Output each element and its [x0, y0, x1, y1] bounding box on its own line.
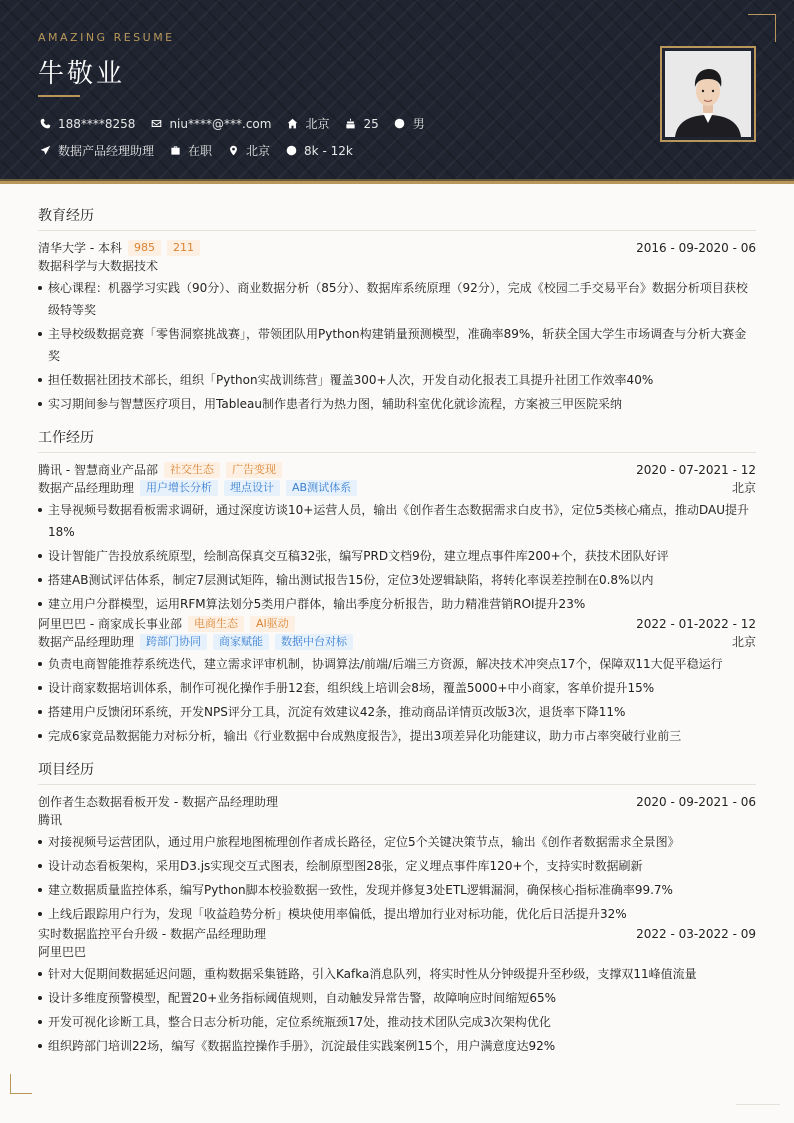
- list-item: 对接视频号运营团队，通过用户旅程地图梳理创作者成长路径，定位5个关键决策节点，输出《创作者数据需求全景图》: [38, 831, 756, 853]
- education-title: 教育经历: [38, 205, 756, 231]
- school-tag: 211: [167, 240, 200, 256]
- salary-text: 8k - 12k: [304, 143, 353, 158]
- gender-item: [393, 115, 425, 132]
- list-item: 设计智能广告投放系统原型，绘制高保真交互稿32张，编写PRD文档9份，建立埋点事件库200+个，获技术团队好评: [38, 545, 756, 567]
- project-org: 腾讯: [38, 813, 63, 827]
- list-item: 实习期间参与智慧医疗项目，用Tableau制作患者行为热力图，辅助科室优化就诊流程，方案被三甲医院采纳: [38, 393, 756, 415]
- skill-tag: 商家赋能: [213, 634, 269, 650]
- list-item: 负责电商智能推荐系统迭代，建立需求评审机制，协调算法/前端/后端三方资源，解决技术冲突点17个，保障双11大促平稳运行: [38, 653, 756, 675]
- project-entry: [38, 925, 756, 1057]
- project-name: 创作者生态数据看板开发 - 数据产品经理助理: [38, 795, 278, 809]
- contact-row: [38, 115, 439, 132]
- corner-decoration: [10, 1074, 32, 1094]
- education-bullets: [38, 277, 756, 415]
- work-entry: [38, 461, 756, 615]
- work-company-row: [38, 461, 756, 479]
- list-item: 开发可视化诊断工具，整合日志分析功能，定位系统瓶颈17处，推动技术团队完成3次架构优化: [38, 1011, 756, 1033]
- work-city: 北京: [731, 481, 756, 495]
- list-item: 建立数据质量监控体系，编写Python脚本校验数据一致性，发现并修复3处ETL逻辑漏洞，确保核心指标准确率99.7%: [38, 879, 756, 901]
- role-name: 数据产品经理助理: [38, 635, 135, 649]
- home-icon: [285, 117, 299, 131]
- project-entry: [38, 793, 756, 925]
- money-icon: [284, 144, 298, 158]
- portrait-image: [665, 51, 751, 137]
- skill-tag: 用户增长分析: [140, 480, 218, 496]
- list-item: 建立用户分群模型，运用RFM算法划分5类用户群体，输出季度分析报告，助力精准营销ROI提升23%: [38, 593, 756, 615]
- list-item: 核心课程：机器学习实践（90分）、商业数据分析（85分）、数据库系统原理（92分），完成《校园二手交易平台》数据分析项目获校级特等奖: [38, 277, 756, 321]
- company-tag: 社交生态: [164, 462, 220, 478]
- work-date: 2022 - 01-2022 - 12: [636, 617, 756, 631]
- work-role-row: [38, 479, 756, 497]
- phone-text: 188****8258: [58, 116, 136, 131]
- list-item: 担任数据社团技术部长，组织「Python实战训练营」覆盖300+人次，开发自动化报表工具提升社团工作效率40%: [38, 369, 756, 391]
- job-intent-row: [38, 142, 367, 159]
- resume-body: [38, 205, 756, 1069]
- status-item: [168, 142, 212, 159]
- work-title: 工作经历: [38, 427, 756, 453]
- resume-header: [0, 0, 794, 184]
- age-text: 25: [363, 116, 379, 131]
- work-section: [38, 427, 756, 747]
- project-name: 实时数据监控平台升级 - 数据产品经理助理: [38, 927, 266, 941]
- briefcase-icon: [168, 144, 182, 158]
- brand-label: AMAZING RESUME: [38, 31, 175, 44]
- school-tag: 985: [128, 240, 161, 256]
- company-tag: AI驱动: [250, 616, 295, 632]
- skill-tag: 跨部门协同: [140, 634, 207, 650]
- mail-icon: [149, 117, 163, 131]
- company-name: 腾讯 - 智慧商业产品部: [38, 463, 158, 477]
- email-text: niu****@***.com: [169, 116, 272, 131]
- project-bullets: [38, 963, 756, 1057]
- school-name: 清华大学 - 本科: [38, 241, 122, 255]
- target-role-item: [38, 142, 154, 159]
- age-item: [343, 117, 378, 131]
- phone-item: [38, 117, 135, 131]
- role-name: 数据产品经理助理: [38, 481, 135, 495]
- list-item: 主导视频号数据看板需求调研，通过深度访谈10+运营人员，输出《创作者生态数据需求白皮书》，定位5类核心痛点，推动DAU提升18%: [38, 499, 756, 543]
- cake-icon: [343, 117, 357, 131]
- list-item: 完成6家竞品数据能力对标分析，输出《行业数据中台成熟度报告》，提出3项差异化功能建议，助力市占率突破行业前三: [38, 725, 756, 747]
- list-item: 搭建AB测试评估体系，制定7层测试矩阵，输出测试报告15份，定位3处逻辑缺陷，将转化率误差控制在0.8%以内: [38, 569, 756, 591]
- target-city-item: [226, 142, 270, 159]
- project-date: 2020 - 09-2021 - 06: [636, 795, 756, 809]
- gender-icon: [393, 117, 407, 131]
- major-text: 数据科学与大数据技术: [38, 259, 159, 273]
- company-name: 阿里巴巴 - 商家成长事业部: [38, 617, 182, 631]
- home-city-text: 北京: [305, 117, 330, 131]
- phone-icon: [38, 117, 52, 131]
- work-company-row: [38, 615, 756, 633]
- work-city: 北京: [731, 635, 756, 649]
- list-item: 设计多维度预警模型，配置20+业务指标阈值规则，自动触发异常告警，故障响应时间缩短65%: [38, 987, 756, 1009]
- profile-photo-frame: [660, 46, 756, 142]
- work-bullets: [38, 653, 756, 747]
- company-tag: 广告变现: [226, 462, 282, 478]
- salary-item: [284, 144, 353, 158]
- education-section: [38, 205, 756, 415]
- name-underline: [38, 95, 80, 97]
- gender-text: 男: [412, 117, 425, 131]
- education-date: 2016 - 09-2020 - 06: [636, 241, 756, 255]
- location-icon: [226, 144, 240, 158]
- work-entry: [38, 615, 756, 747]
- project-date: 2022 - 03-2022 - 09: [636, 927, 756, 941]
- email-item: [149, 117, 271, 131]
- skill-tag: 数据中台对标: [275, 634, 353, 650]
- profile-photo: [665, 51, 751, 137]
- status-text: 在职: [188, 144, 213, 158]
- list-item: 设计动态看板架构，采用D3.js实现交互式图表，绘制原型图28张，定义埋点事件库120+个，支持实时数据刷新: [38, 855, 756, 877]
- candidate-name: 牛敬业: [38, 59, 126, 89]
- projects-title: 项目经历: [38, 759, 756, 785]
- list-item: 主导校级数据竞赛「零售洞察挑战赛」，带领团队用Python构建销量预测模型，准确率89%，斩获全国大学生市场调查与分析大赛金奖: [38, 323, 756, 367]
- home-city-item: [285, 115, 329, 132]
- work-bullets: [38, 499, 756, 615]
- footer-divider: [736, 1104, 780, 1105]
- project-bullets: [38, 831, 756, 925]
- list-item: 搭建用户反馈闭环系统，开发NPS评分工具，沉淀有效建议42条，推动商品详情页改版3次，退货率下降11%: [38, 701, 756, 723]
- target-role-text: 数据产品经理助理: [58, 144, 155, 158]
- list-item: 针对大促期间数据延迟问题，重构数据采集链路，引入Kafka消息队列，将实时性从分钟级提升至秒级，支撑双11峰值流量: [38, 963, 756, 985]
- list-item: 组织跨部门培训22场，编写《数据监控操作手册》，沉淀最佳实践案例15个，用户满意度达92%: [38, 1035, 756, 1057]
- target-city-text: 北京: [246, 144, 271, 158]
- send-icon: [38, 144, 52, 158]
- list-item: 设计商家数据培训体系，制作可视化操作手册12套，组织线上培训会8场，覆盖5000+中小商家，客单价提升15%: [38, 677, 756, 699]
- corner-decoration: [748, 14, 776, 42]
- list-item: 上线后跟踪用户行为，发现「收益趋势分析」模块使用率偏低，提出增加行业对标功能，优化后日活提升32%: [38, 903, 756, 925]
- work-role-row: [38, 633, 756, 651]
- project-org: 阿里巴巴: [38, 945, 87, 959]
- project-header-row: [38, 925, 756, 943]
- skill-tag: 埋点设计: [224, 480, 280, 496]
- skill-tag: AB测试体系: [286, 480, 357, 496]
- company-tag: 电商生态: [188, 616, 244, 632]
- project-header-row: [38, 793, 756, 811]
- projects-section: [38, 759, 756, 1057]
- work-date: 2020 - 07-2021 - 12: [636, 463, 756, 477]
- education-header-row: [38, 239, 756, 257]
